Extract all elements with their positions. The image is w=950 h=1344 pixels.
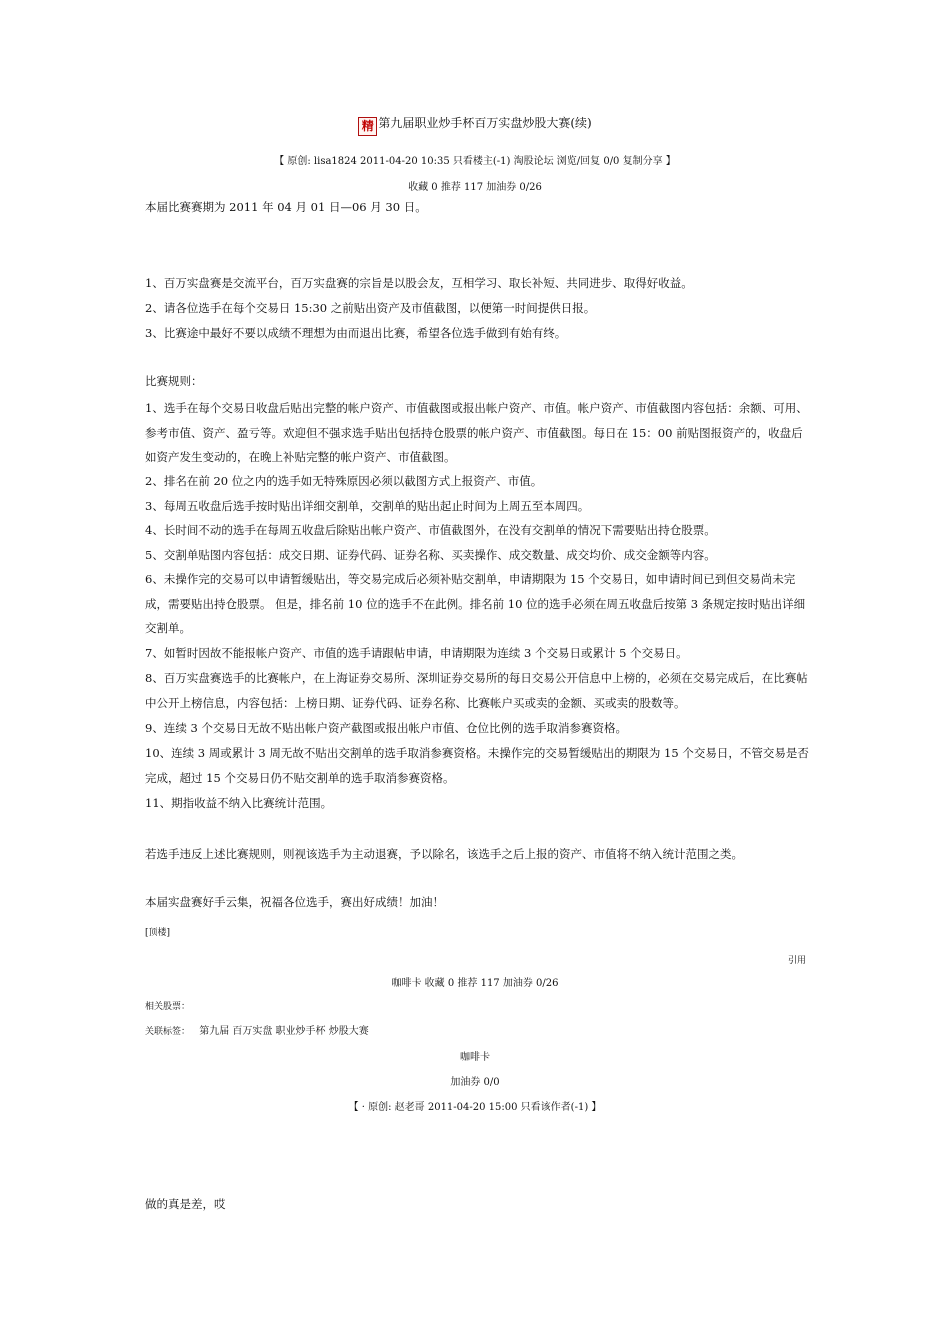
top-floor-link[interactable]: [顶楼]	[145, 928, 171, 938]
intro-item: 2、请各位选手在每个交易日 15:30 之前贴出资产及市值截图，以便第一时间提供日报。	[145, 301, 596, 315]
tags-list[interactable]: 第九届 百万实盘 职业炒手杯 炒股大赛	[199, 1026, 369, 1037]
reply-coffee-card[interactable]: 咖啡卡	[460, 1052, 490, 1063]
violation-note: 若选手违反上述比赛规则，则视该选手为主动退赛，予以除名，该选手之后上报的资产、市值将不纳入统计范围之类。	[145, 847, 743, 861]
rule-item: 1、选手在每个交易日收盘后贴出完整的帐户资产、市值截图或报出帐户资产、市值。帐户资产、市值截图内容包括：余额、可用、参考市值、资产、盈亏等。欢迎但不强求选手贴出包括持仓股票的帐户资产、市值截图。每日在 15：00 前贴图报资产的，收盘后如资产发生变动的，在晚上补贴完整的帐户资产、市值截图。	[145, 401, 808, 464]
footer-stats: 咖啡卡 收藏 0 推荐 117 加油券 0/26	[391, 978, 559, 989]
rule-item: 11、期指收益不纳入比赛统计范围。	[145, 796, 333, 810]
tags-label: 关联标签：	[145, 1027, 191, 1037]
tags-row	[145, 1022, 369, 1037]
intro-item: 3、比赛途中最好不要以成绩不理想为由而退出比赛，希望各位选手做到有始有终。	[145, 326, 567, 340]
intro-list	[145, 271, 693, 346]
rule-item: 9、连续 3 个交易日无故不贴出帐户资产截图或报出帐户市值、仓位比例的选手取消参赛资格。	[145, 721, 627, 735]
related-stocks-label: 相关股票：	[145, 1002, 191, 1012]
featured-tag-icon: 精	[358, 117, 377, 136]
reply-meta: 【 · 原创: 赵老哥 2011-04-20 15:00 只看该作者(-1) 】	[348, 1102, 602, 1113]
reply-coupon: 加油券 0/0	[450, 1077, 500, 1088]
rule-item: 7、如暂时因故不能报帐户资产、市值的选手请跟帖申请，申请期限为连续 3 个交易日或累计 5 个交易日。	[145, 646, 688, 660]
rules-heading: 比赛规则：	[145, 374, 203, 388]
rule-item: 8、百万实盘赛选手的比赛帐户，在上海证券交易所、深圳证券交易所的每日交易公开信息中上榜的，必须在交易完成后，在比赛帖中公开上榜信息，内容包括：上榜日期、证券代码、证券名称、比赛帐户买或卖的金额、买或卖的股数等。	[145, 671, 808, 710]
rule-item: 2、排名在前 20 位之内的选手如无特殊原因必须以截图方式上报资产、市值。	[145, 474, 543, 488]
rule-item: 3、每周五收盘后选手按时贴出详细交割单，交割单的贴出起止时间为上周五至本周四。	[145, 499, 590, 513]
post-stats: 收藏 0 推荐 117 加油券 0/26	[408, 182, 542, 193]
post-meta: 【 原创: lisa1824 2011-04-20 10:35 只看楼主(-1) 淘股论坛 浏览/回复 0/0 复制分享 】	[274, 156, 676, 167]
post-title[interactable]: 第九届职业炒手杯百万实盘炒股大赛(续)	[378, 116, 592, 130]
rule-item: 4、长时间不动的选手在每周五收盘后除贴出帐户资产、市值截图外，在没有交割单的情况下需要贴出持仓股票。	[145, 523, 716, 537]
reply-text: 做的真是差，哎	[145, 1197, 226, 1211]
contest-period: 本届比赛赛期为 2011 年 04 月 01 日—06 月 30 日。	[145, 200, 427, 214]
post-title-line	[0, 114, 950, 136]
quote-link[interactable]: 引用	[788, 956, 807, 966]
rule-item: 5、交割单贴图内容包括：成交日期、证券代码、证券名称、买卖操作、成交数量、成交均价、成交金额等内容。	[145, 548, 716, 562]
closing-text: 本届实盘赛好手云集，祝福各位选手，赛出好成绩！加油！	[145, 895, 444, 909]
intro-item: 1、百万实盘赛是交流平台，百万实盘赛的宗旨是以股会友，互相学习、取长补短、共同进步、取得好收益。	[145, 276, 693, 290]
rule-item: 10、连续 3 周或累计 3 周无故不贴出交割单的选手取消参赛资格。未操作完的交易暂缓贴出的期限为 15 个交易日，不管交易是否完成，超过 15 个交易日仍不贴交割单的选手取消参赛资格。	[145, 746, 809, 785]
rule-item: 6、未操作完的交易可以申请暂缓贴出，等交易完成后必须补贴交割单，申请期限为 15 个交易日，如申请时间已到但交易尚未完成，需要贴出持仓股票。 但是，排名前 10 位的选手不在此例。排名前 10 位的选手必须在周五收盘后按第 3 条规定按时贴出详细交割单。	[145, 572, 806, 635]
